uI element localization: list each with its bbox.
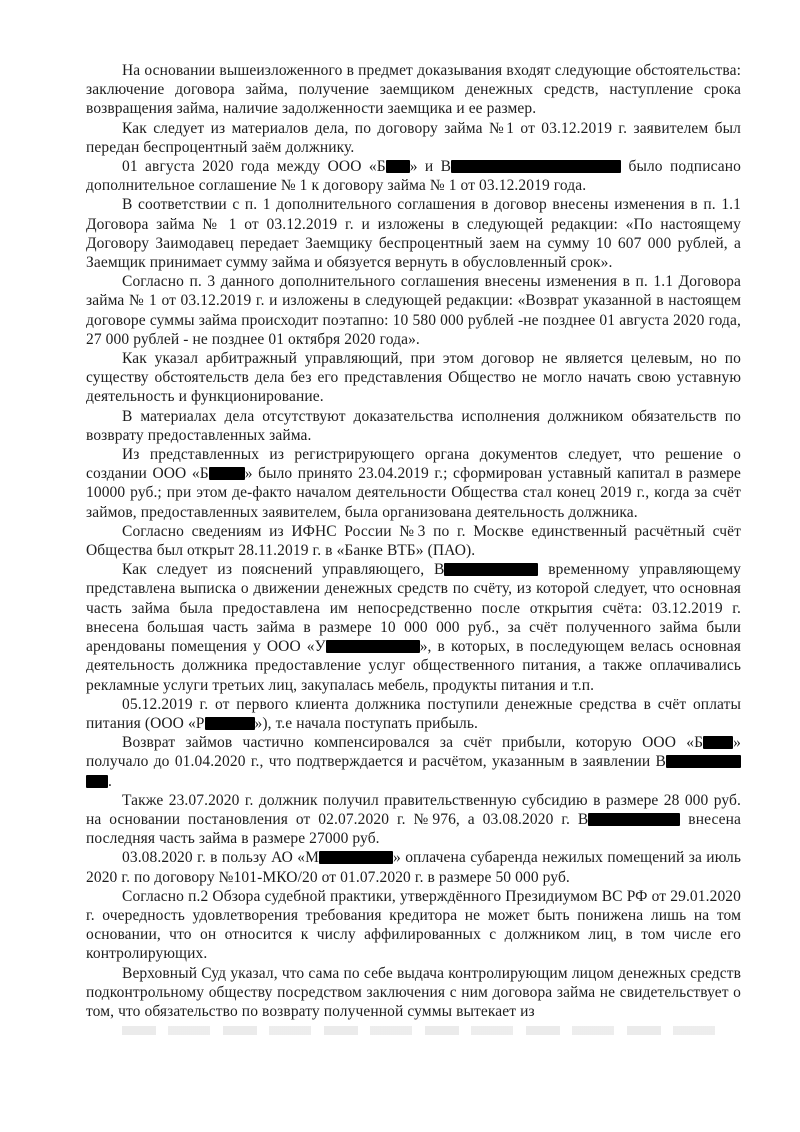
paragraph: Из представленных из регистрирующего органа документов следует, что решение о создании ООО «Б » было принято 23.04.2019 г.; сформирован уставный капитал в размере 10000 руб.; при этом де-факто началом деятельности Общества стал конец 2019 г., когда за счёт займов, предоставленных заявителем, была организована деятельность должника. [86,446,742,521]
redaction-bar [386,160,410,173]
redaction-bar [666,755,741,768]
paragraph: Возврат займов частично компенсировался за счёт прибыли, которую ООО «Б » получало до 01.04.2020 г., что подтверждается и расчётом, указанным в заявлении В . [86,734,741,790]
paragraph: Согласно п.2 Обзора судебной практики, утверждённого Президиумом ВС РФ от 29.01.2020 г. очередность удовлетворения требования кредитора не может быть понижена лишь на том основании, что он относится к числу аффилированных с должником лиц, в том числе его контролирующих. [86,887,741,963]
paragraph: В соответствии с п. 1 дополнительного соглашения в договор внесены изменения в п. 1.1 Договора займа № 1 от 03.12.2019 г. и изложены в следующей редакции: «По настоящему Договору Заимодавец передает Заемщику беспроцентный заем на сумму 10 607 000 рублей, а Заемщик принимает сумму займа и обязуется вернуть в обусловленный срок». [86,196,741,272]
paragraph: 03.08.2020 г. в пользу АО «М » оплачена субаренда нежилых помещений за июль 2020 г. по договору №101-МКО/20 от 01.07.2020 г. в размере 50 000 руб. [86,849,741,886]
redaction-bar [86,775,108,788]
faint-cutoff-text-line [122,1026,722,1035]
paragraph: 01 августа 2020 года между ООО «Б » и В было подписано дополнительное соглашение № 1 к договору займа № 1 от 03.12.2019 года. [86,158,741,195]
paragraph: Согласно п. 3 данного дополнительного соглашения внесены изменения в п. 1.1 Договора займа № 1 от 03.12.2019 г. и изложены в следующей редакции: «Возврат указанной в настоящем договоре суммы займа происходит поэтапно: 10 580 000 рублей -не позднее 01 августа 2020 года, 27 000 рублей - не позднее 01 октября 2020 года». [86,273,741,348]
redaction-bar [444,563,538,576]
redaction-bar [205,717,255,730]
paragraph: Как следует из пояснений управляющего, В временному управляющему представлена выписка о движении денежных средств по счёту, из которой следует, что основная часть займа была предоставлена им непосредственно после открытия счёта: 03.12.2019 г. внесена большая часть займа в размере 10 000 000 руб., за счёт полученного займа были арендованы помещения у ООО «У », в которых, в последующем велась основная деятельность должника предоставление услуг общественного питания, а также оплачивались рекламные услуги третьих лиц, закупалась мебель, продукты питания и т.п. [86,561,742,694]
paragraph: 05.12.2019 г. от первого клиента должника поступили денежные средства в счёт оплаты питания (ООО «Р »), т.е начала поступать прибыль. [86,695,741,732]
paragraph: Верховный Суд указал, что сама по себе выдача контролирующим лицом денежных средств подконтрольному обществу посредством заключения с ним договора займа не свидетельствует о том, что обязательство по возврату полученной суммы вытекает из [86,964,741,1020]
paragraph: Как следует из материалов дела, по договору займа №1 от 03.12.2019 г. заявителем был передан беспроцентный заём должнику. [86,119,741,156]
redaction-bar [209,467,245,480]
document-text [86,61,741,1021]
paragraph: Как указал арбитражный управляющий, при этом договор не является целевым, но по существу обстоятельств дела без его представления Общество не могло начать свою уставную деятельность и функционирование. [86,350,741,406]
paragraph: Также 23.07.2020 г. должник получил правительственную субсидию в размере 28 000 руб. на основании постановления от 02.07.2020 г. №976, а 03.08.2020 г. В внесена последняя часть займа в размере 27000 руб. [86,791,741,848]
redaction-bar [588,813,680,826]
paragraph: На основании вышеизложенного в предмет доказывания входят следующие обстоятельства: заключение договора займа, получение заемщиком денежных средств, наступление срока возвращения займа, наличие задолженности заемщика и ее размер. [86,62,741,118]
paragraph: Согласно сведениям из ИФНС России №3 по г. Москве единственный расчётный счёт Общества был открыт 28.11.2019 г. в «Банке ВТБ» (ПАО). [86,522,741,560]
paragraph: В материалах дела отсутствуют доказательства исполнения должником обязательств по возврату предоставленных займа. [86,407,741,444]
redaction-bar [703,736,733,749]
redaction-bar [451,160,621,173]
redaction-bar [326,640,420,653]
redaction-bar [319,851,393,864]
